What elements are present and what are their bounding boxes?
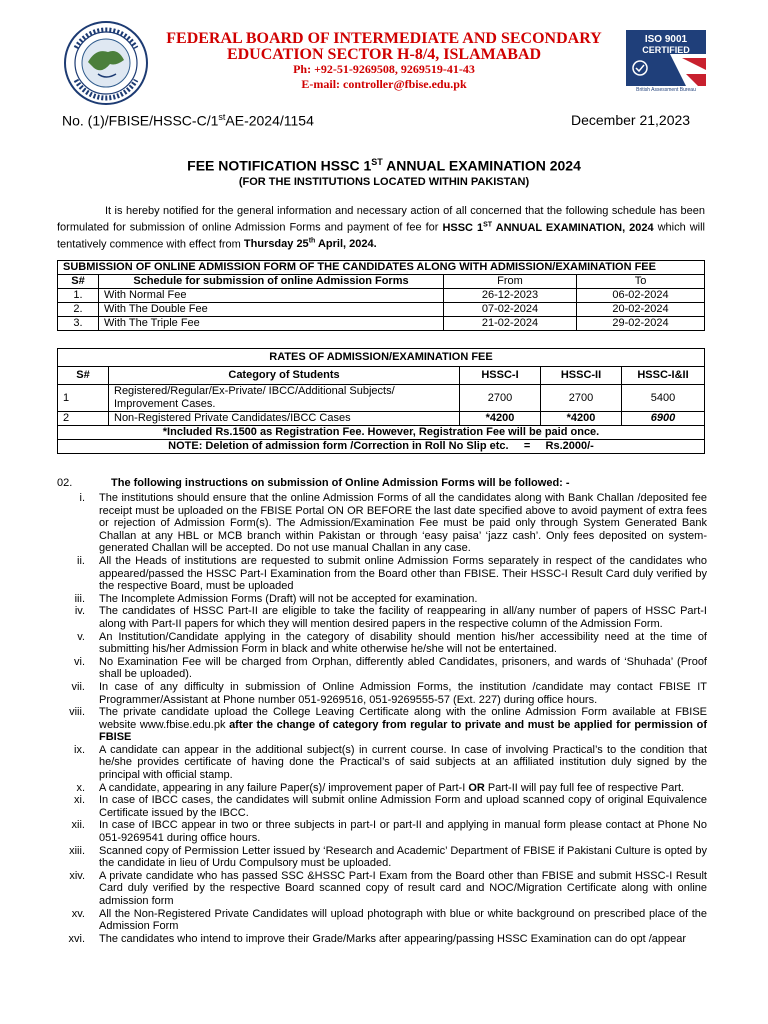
list-item: xi. In case of IBCC cases, the candidates will submit online Admission Form and upload scanned copy of original Equivalence Certificate issued by the IBCC. bbox=[74, 794, 707, 819]
board-email: E-mail: controller@fbise.edu.pk bbox=[301, 77, 467, 91]
schedule-header-to: To bbox=[577, 275, 705, 289]
schedule-to: 29-02-2024 bbox=[577, 317, 705, 331]
list-item: ix. A candidate can appear in the additional subject(s) in current course. In case of involving Practical’s to the condition that he/she provides certificate of having done the Practical’s of said subjects at an affiliated institution duly signed by the principal with official stamp. bbox=[74, 743, 707, 782]
board-name-line1: FEDERAL BOARD OF INTERMEDIATE AND SECONDARY bbox=[166, 30, 602, 47]
schedule-from: 26-12-2023 bbox=[444, 289, 577, 303]
schedule-header-sno: S# bbox=[58, 275, 99, 289]
list-item: xiv. A private candidate who has passed SSC &HSSC Part-I Exam from the Board other than FBISE and submit HSSC-I Result Card duly verified by the respective Board scanned copy of result card and NOC/Migration Certificate along with online admission form bbox=[69, 869, 707, 907]
iso-certified-label: CERTIFIED bbox=[642, 45, 690, 55]
rates-hssc2: 2700 bbox=[541, 385, 622, 412]
rates-header-hssc2: HSSC-II bbox=[541, 367, 622, 385]
list-item: xiii. Scanned copy of Permission Letter issued by ‘Research and Academic’ Department of FBISE if Pakistani Culture is opted by the candidate in lieu of Urdu Compulsory must be uploaded. bbox=[69, 844, 707, 870]
rates-hssc-both: 5400 bbox=[622, 385, 705, 412]
schedule-sno: 1. bbox=[58, 289, 99, 303]
iso-issuer-label: British Assessment Bureau bbox=[636, 87, 696, 93]
reference-number: No. (1)/FBISE/HSSC-C/1stAE-2024/1154 bbox=[62, 112, 314, 129]
schedule-table bbox=[57, 260, 705, 331]
table-row bbox=[58, 317, 705, 331]
iso-label: ISO 9001 bbox=[644, 34, 688, 45]
rates-header-hssc1: HSSC-I bbox=[460, 367, 541, 385]
list-item: v. An Institution/Candidate applying in the category of disability should mention his/her accessibility need at the time of submitting his/her Admission Form in black and white otherwise he/she will not be entertained. bbox=[77, 630, 707, 656]
notification-date: December 21,2023 bbox=[571, 112, 691, 128]
list-item: xv. All the Non-Registered Private Candidates will upload photograph with blue or white background on prescribed place of the Admission Form bbox=[71, 907, 707, 933]
rates-header-category: Category of Students bbox=[109, 367, 460, 385]
list-item: iii. The Incomplete Admission Forms (Draft) will not be accepted for examination. bbox=[74, 592, 478, 605]
list-item: iv. The candidates of HSSC Part-II are eligible to take the facility of reappearing in all/any number of papers of HSSC Part-I along with Part-II papers for which they will mention desired papers in the respective column of the Admission Form. bbox=[74, 605, 707, 630]
schedule-description: With Normal Fee bbox=[99, 289, 444, 303]
notification-subtitle: (FOR THE INSTITUTIONS LOCATED WITHIN PAKISTAN) bbox=[238, 176, 530, 188]
notification-title: FEE NOTIFICATION HSSC 1ST ANNUAL EXAMINATION 2024 bbox=[187, 157, 581, 174]
schedule-sno: 3. bbox=[58, 317, 99, 331]
rates-sno: 2 bbox=[58, 412, 109, 426]
rates-category: Registered/Regular/Ex-Private/ IBCC/Additional Subjects/ Improvement Cases. bbox=[109, 385, 460, 412]
rates-note-deletion: NOTE: Deletion of admission form /Correction in Roll No Slip etc. = Rs.2000/- bbox=[58, 440, 705, 454]
rates-note-registration: *Included Rs.1500 as Registration Fee. However, Registration Fee will be paid once. bbox=[58, 426, 705, 440]
rates-header-sno: S# bbox=[58, 367, 109, 385]
schedule-description: With The Double Fee bbox=[99, 303, 444, 317]
list-item: xii. In case of IBCC appear in two or three subjects in part-I or part-II and applying in manual form please contact at Phone No 051-9269541 during office hours. bbox=[71, 819, 707, 845]
schedule-description: With The Triple Fee bbox=[99, 317, 444, 331]
rates-table-caption: RATES OF ADMISSION/EXAMINATION FEE bbox=[58, 349, 705, 367]
list-item: vi. No Examination Fee will be charged from Orphan, differently abled Candidates, prisoners, and wards of ‘Shuhada’ (Proof shall be uploaded). bbox=[74, 655, 707, 681]
schedule-header-from: From bbox=[444, 275, 577, 289]
list-item: viii. The private candidate upload the College Leaving Certificate along with the online Admission Form available at FBISE website www.fbise.edu.pk after the change of category from regular to private and must be applied for permission of FBISE bbox=[69, 706, 707, 744]
board-name-line2: EDUCATION SECTOR H-8/4, ISLAMABAD bbox=[226, 46, 542, 63]
rates-hssc1: *4200 bbox=[460, 412, 541, 426]
schedule-table-caption: SUBMISSION OF ONLINE ADMISSION FORM OF THE CANDIDATES ALONG WITH ADMISSION/EXAMINATION FEE bbox=[58, 261, 705, 275]
table-row bbox=[58, 289, 705, 303]
list-item: xvi. The candidates who intend to improve their Grade/Marks after appearing/passing HSSC Examination can do opt /appear bbox=[68, 932, 686, 945]
list-item: i. The institutions should ensure that the online Admission Forms of all the candidates along with Bank Challan /deposited fee receipt must be uploaded on the FBISE Portal ON OR BEFORE the last date specified above to avoid payment of extra fees or rejection of Admission Form(s). The Admission/Examination Fee must be paid only through System Generated Bank Challan at any HBL or MCB branch within Pakistan or through ‘easy paisa’ ‘jazz cash’. Only fees deposited on system-generated Challan will be accepted. Do not use manual Challan in any case. bbox=[79, 492, 707, 555]
schedule-sno: 2. bbox=[58, 303, 99, 317]
table-row bbox=[58, 412, 705, 426]
list-item: vii. In case of any difficulty in submission of Online Admission Forms, the institution /candidate may contact FBISE IT Programmer/Assistant at Phone number 051-9269516, 051-9269555-57 (Ext. 227) during office hours. bbox=[71, 680, 707, 706]
schedule-to: 20-02-2024 bbox=[577, 303, 705, 317]
intro-paragraph: It is hereby notified for the general information and necessary action of all concerned that the following schedule has been formulated for submission of online Admission Forms and payment of fee for HSSC 1ST ANNUAL EXAMINATION, 2024 which will tentatively commence with effect from Thursday 25th April, 2024. bbox=[57, 205, 705, 251]
rates-category: Non-Registered Private Candidates/IBCC Cases bbox=[109, 412, 460, 426]
rates-hssc2: *4200 bbox=[541, 412, 622, 426]
table-row bbox=[58, 385, 705, 412]
schedule-header-description: Schedule for submission of online Admission Forms bbox=[99, 275, 444, 289]
iso-certified-badge bbox=[626, 30, 706, 94]
table-row bbox=[58, 303, 705, 317]
schedule-from: 21-02-2024 bbox=[444, 317, 577, 331]
schedule-from: 07-02-2024 bbox=[444, 303, 577, 317]
list-item: x. A candidate, appearing in any failure Paper(s)/ improvement paper of Part-I OR Part-II will pay full fee of respective Part. bbox=[76, 781, 685, 794]
rates-header-hssc-both: HSSC-I&II bbox=[622, 367, 705, 385]
list-item: ii. All the Heads of institutions are requested to submit online Admission Forms separately in respect of the candidates who appeared/passed the HSSC Part-I Examination from the Board other than FBISE. Their HSSC-I Result Card duly verified by the respective Board, must be uploaded bbox=[77, 554, 707, 593]
rates-hssc-both: 6900 bbox=[622, 412, 705, 426]
schedule-to: 06-02-2024 bbox=[577, 289, 705, 303]
section-02-heading: 02. The following instructions on submission of Online Admission Forms will be followed: - bbox=[57, 477, 570, 489]
board-phone: Ph: +92-51-9269508, 9269519-41-43 bbox=[293, 62, 475, 76]
fee-rates-table bbox=[57, 348, 705, 454]
instructions-list bbox=[57, 492, 707, 945]
rates-sno: 1 bbox=[58, 385, 109, 412]
rates-hssc1: 2700 bbox=[460, 385, 541, 412]
